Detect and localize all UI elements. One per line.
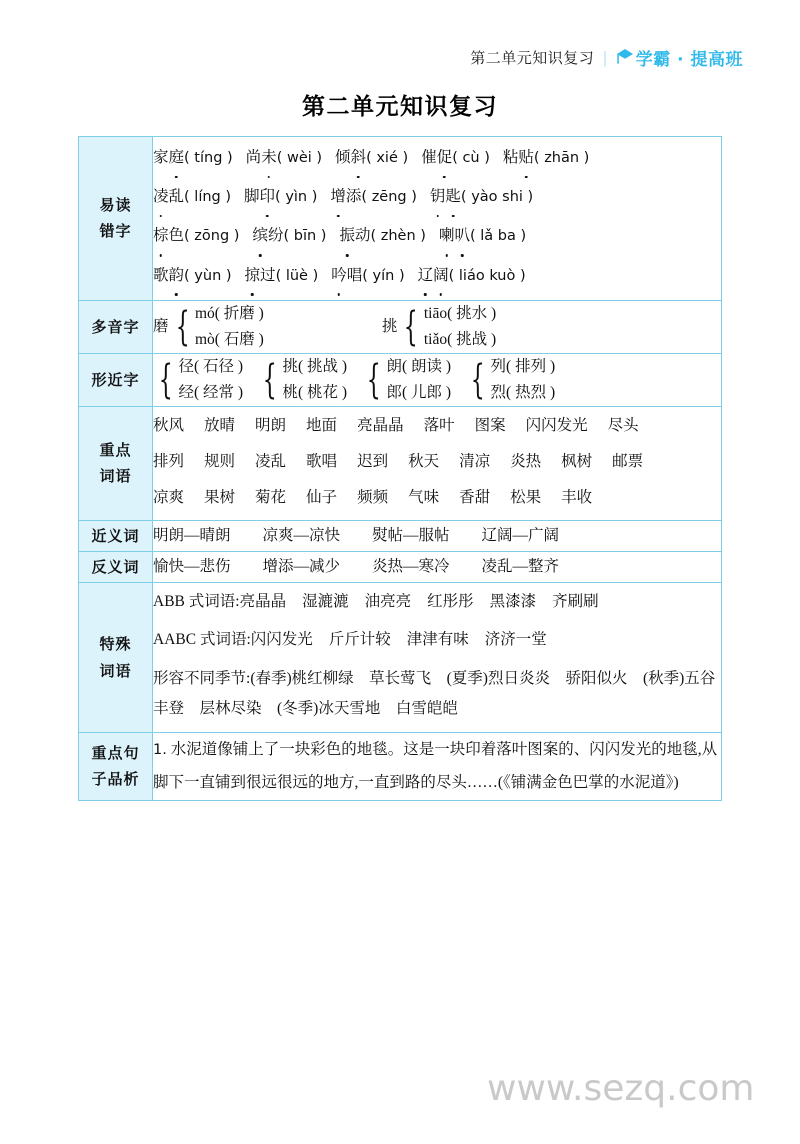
aabc-item: 闪闪发光 bbox=[250, 631, 313, 649]
keyword-item: 香甜 bbox=[459, 489, 491, 507]
aabc-item: 津津有味 bbox=[406, 631, 469, 649]
curly-brace-icon: { bbox=[262, 356, 277, 403]
aabc-label: AABC 式词语: bbox=[153, 631, 251, 649]
pinyin-annotation: ( bīn ) bbox=[283, 228, 327, 245]
row-label-line1: 易读 bbox=[99, 196, 132, 215]
pinyin-word: 增添( zēng ) bbox=[330, 182, 417, 212]
row-label-line1: 多音字 bbox=[91, 317, 140, 336]
brace-entry-pair bbox=[282, 354, 347, 406]
keyword-item: 秋风 bbox=[153, 417, 185, 434]
brace-entry: 郎( 儿郎 ) bbox=[386, 383, 452, 401]
pinyin-annotation: ( zhèn ) bbox=[370, 228, 426, 245]
antonym-pair-list bbox=[153, 552, 721, 582]
keyword-item: 枫树 bbox=[561, 453, 593, 471]
dotted-character: 阔 bbox=[433, 261, 449, 291]
pinyin-annotation: ( liáo kuò ) bbox=[448, 267, 526, 284]
brace-group-list bbox=[153, 301, 721, 353]
keyword-item: 邮票 bbox=[612, 453, 644, 471]
dotted-character: 钥 bbox=[430, 182, 446, 212]
pinyin-word: 棕色( zōng ) bbox=[153, 221, 239, 251]
pinyin-annotation: ( zhān ) bbox=[533, 150, 590, 166]
review-table bbox=[78, 136, 722, 801]
row-label-line1: 近义词 bbox=[91, 526, 140, 545]
row-label-line2: 词语 bbox=[99, 661, 132, 680]
review-table-body bbox=[79, 137, 722, 801]
sentence-text: 水泥道像铺上了一块彩色的地毯。这是一块印着落叶图案的、闪闪发光的地毯,从脚下一直铺到很远很远的地方,一直到路的尽头……(《铺满金色巴掌的水泥道》) bbox=[153, 740, 718, 792]
brace-entry: 挑( 挑战 ) bbox=[282, 357, 348, 375]
curly-brace-icon: { bbox=[404, 303, 419, 350]
keyword-item: 气味 bbox=[408, 489, 440, 507]
curly-brace-icon: { bbox=[158, 356, 173, 403]
pinyin-annotation: ( yào shi ) bbox=[460, 189, 534, 206]
pinyin-word: 掠过( lüè ) bbox=[245, 261, 319, 291]
pinyin-word bbox=[439, 221, 526, 251]
row-label-zhongdian-juzi bbox=[79, 732, 153, 800]
keyword-item: 凉爽 bbox=[153, 489, 185, 507]
season-label: 形容不同季节: bbox=[153, 669, 251, 687]
word-pair: 凉爽—凉快 bbox=[262, 526, 341, 544]
row-label-line1: 重点句 bbox=[91, 744, 140, 763]
dotted-character: 贴 bbox=[518, 143, 534, 173]
pinyin-word: 吟唱( yín ) bbox=[331, 261, 404, 291]
dotted-character: 辽 bbox=[418, 261, 434, 291]
curly-brace-icon: { bbox=[366, 356, 381, 403]
dotted-character: 掠 bbox=[245, 261, 261, 291]
sentence-item bbox=[153, 733, 721, 800]
pinyin-annotation: ( tíng ) bbox=[184, 150, 233, 166]
row-label-jinyici bbox=[79, 520, 153, 551]
aabc-item: 斤斤计较 bbox=[328, 631, 391, 649]
row-label-line1: 形近字 bbox=[91, 370, 140, 389]
row-label-zhongdian-ciyu bbox=[79, 407, 153, 521]
pinyin-annotation: ( yìn ) bbox=[275, 189, 318, 206]
keyword-item: 频频 bbox=[357, 489, 389, 507]
curly-brace-icon: { bbox=[175, 303, 190, 350]
pinyin-line bbox=[153, 182, 721, 212]
keyword-item: 秋天 bbox=[408, 453, 440, 471]
dotted-character: 匙 bbox=[445, 182, 461, 212]
curly-brace-icon: { bbox=[470, 356, 485, 403]
season-line bbox=[153, 664, 721, 724]
brace-group bbox=[257, 354, 347, 406]
word-pair: 炎热—寒冷 bbox=[372, 557, 450, 575]
pinyin-annotation: ( xié ) bbox=[366, 150, 409, 166]
brace-group bbox=[382, 301, 496, 353]
brace-entry: 朗( 朗读 ) bbox=[386, 357, 452, 375]
row-content-duoyinzi bbox=[153, 300, 722, 353]
keyword-item: 尽头 bbox=[607, 417, 639, 434]
keyword-item: 放晴 bbox=[204, 417, 236, 434]
keyword-item: 明朗 bbox=[255, 417, 287, 434]
keyword-item: 果树 bbox=[204, 489, 236, 507]
pinyin-word: 粘贴( zhān ) bbox=[503, 143, 589, 173]
pinyin-word: 振动( zhèn ) bbox=[339, 221, 425, 251]
word-pair: 愉快—悲伤 bbox=[153, 557, 231, 575]
brace-entry: 径( 石径 ) bbox=[178, 357, 244, 375]
pinyin-word bbox=[418, 261, 526, 291]
pinyin-annotation: ( yùn ) bbox=[184, 267, 232, 284]
pinyin-line bbox=[153, 261, 721, 291]
keyword-item: 排列 bbox=[153, 453, 185, 471]
synonym-pair-list bbox=[153, 521, 721, 551]
pinyin-annotation: ( líng ) bbox=[184, 189, 232, 206]
row-label-line2: 词语 bbox=[99, 467, 132, 486]
brace-entry: tiāo( 挑水 ) bbox=[423, 304, 497, 322]
keyword-item: 亮晶晶 bbox=[357, 417, 404, 434]
pinyin-annotation: ( wèi ) bbox=[276, 150, 323, 166]
row-content-xingjinzi bbox=[153, 353, 722, 406]
dotted-character: 促 bbox=[437, 143, 453, 173]
keyword-item: 规则 bbox=[204, 453, 236, 471]
keyword-item: 丰收 bbox=[561, 489, 593, 507]
keyword-item: 歌唱 bbox=[306, 453, 338, 471]
dotted-character: 缤 bbox=[252, 221, 268, 251]
header-title: 第二单元知识复习 bbox=[470, 48, 595, 67]
brace-entry: mó( 折磨 ) bbox=[194, 304, 264, 322]
brace-entry: 桃( 桃花 ) bbox=[282, 383, 348, 401]
row-label-xingjinzi bbox=[79, 353, 153, 406]
pinyin-word bbox=[430, 182, 533, 212]
pinyin-annotation: ( lüè ) bbox=[275, 267, 319, 284]
dotted-character: 喇 bbox=[439, 221, 455, 251]
dotted-character: 斜 bbox=[351, 143, 367, 173]
word-pair: 辽阔—广阔 bbox=[481, 526, 560, 544]
brace-group-list bbox=[153, 354, 721, 406]
brace-entry-pair bbox=[424, 301, 496, 353]
brand-logo bbox=[615, 44, 743, 71]
pinyin-word: 倾斜( xié ) bbox=[335, 143, 408, 173]
pinyin-word: 歌韵( yùn ) bbox=[153, 261, 232, 291]
abb-line bbox=[153, 587, 721, 617]
keyword-item: 菊花 bbox=[255, 489, 287, 507]
pinyin-line bbox=[153, 143, 721, 173]
table-row-yidu-cuozi bbox=[79, 137, 722, 301]
word-pair: 熨帖—服帖 bbox=[372, 526, 450, 544]
brace-entry-pair bbox=[195, 301, 264, 353]
keyword-item: 仙子 bbox=[306, 489, 338, 507]
table-row-fanyici bbox=[79, 551, 722, 582]
keyword-item: 凌乱 bbox=[255, 453, 287, 471]
aabc-line bbox=[153, 625, 721, 655]
table-row-duoyinzi bbox=[79, 300, 722, 353]
abb-item: 油亮亮 bbox=[364, 593, 412, 611]
keyword-item: 清凉 bbox=[459, 453, 491, 471]
brace-entry: tiǎo( 挑战 ) bbox=[423, 330, 497, 348]
abb-item-list bbox=[240, 593, 615, 610]
brace-entry: 经( 经常 ) bbox=[178, 383, 244, 401]
keyword-item: 落叶 bbox=[423, 417, 455, 434]
brand-name: 学霸 · 提高班 bbox=[635, 49, 743, 70]
table-row-jinyici bbox=[79, 520, 722, 551]
table-row-zhongdian-ciyu bbox=[79, 407, 722, 521]
row-label-line2: 子品析 bbox=[91, 770, 140, 789]
word-pair: 明朗—晴朗 bbox=[153, 526, 231, 544]
dotted-character: 印 bbox=[260, 182, 276, 212]
dotted-character: 振 bbox=[339, 221, 355, 251]
brace-entry-pair bbox=[178, 354, 243, 406]
keyword-line bbox=[153, 447, 721, 477]
pinyin-annotation: ( zēng ) bbox=[361, 189, 417, 206]
keyword-line bbox=[153, 411, 721, 441]
brace-entry-pair bbox=[387, 354, 452, 406]
table-row-teshu-ciyu bbox=[79, 583, 722, 733]
brace-head-character: 挑 bbox=[381, 317, 398, 335]
row-label-yidu-cuozi bbox=[79, 137, 153, 301]
row-content-jinyici bbox=[153, 520, 722, 551]
row-label-line1: 重点 bbox=[99, 441, 132, 460]
keyword-item: 炎热 bbox=[510, 453, 542, 471]
season-text: (春季)桃红柳绿 草长莺飞 (夏季)烈日炎炎 骄阳似火 (秋季)五谷丰登 层林尽染 (冬季)冰天雪地 白雪皑皑 bbox=[153, 669, 716, 717]
row-content-yidu-cuozi bbox=[153, 137, 722, 301]
brace-group bbox=[153, 354, 243, 406]
pinyin-word: 催促( cù ) bbox=[421, 143, 490, 173]
pinyin-annotation: ( lǎ ba ) bbox=[469, 228, 527, 245]
brace-group bbox=[465, 354, 555, 406]
pinyin-annotation: ( yín ) bbox=[362, 267, 405, 284]
abb-item: 红彤彤 bbox=[427, 593, 474, 611]
dotted-character: 庭 bbox=[169, 143, 185, 173]
pinyin-word: 家庭( tíng ) bbox=[153, 143, 233, 173]
keyword-item: 闪闪发光 bbox=[525, 417, 588, 434]
table-row-xingjinzi bbox=[79, 353, 722, 406]
brace-head-character: 磨 bbox=[153, 317, 169, 335]
row-content-zhongdian-juzi bbox=[153, 732, 722, 800]
page-title: 第二单元知识复习 bbox=[302, 94, 498, 120]
aabc-item: 济济一堂 bbox=[484, 631, 547, 649]
aabc-item-list bbox=[251, 631, 563, 648]
abb-item: 湿漉漉 bbox=[302, 593, 349, 611]
row-content-zhongdian-ciyu bbox=[153, 407, 722, 521]
brace-entry: 列( 排列 ) bbox=[490, 357, 556, 375]
pinyin-word: 缤纷( bīn ) bbox=[252, 221, 326, 251]
row-label-duoyinzi bbox=[79, 300, 153, 353]
dotted-character: 凌 bbox=[153, 182, 169, 212]
keyword-line bbox=[153, 483, 721, 513]
brace-entry-pair bbox=[491, 354, 556, 406]
row-label-teshu-ciyu bbox=[79, 583, 153, 733]
abb-item: 齐刷刷 bbox=[552, 593, 599, 611]
pinyin-word: 脚印( yìn ) bbox=[244, 182, 317, 212]
word-pair: 增添—减少 bbox=[262, 557, 341, 575]
pinyin-line bbox=[153, 221, 721, 251]
table-row-zhongdian-juzi bbox=[79, 732, 722, 800]
keyword-item: 地面 bbox=[306, 417, 338, 434]
brace-group bbox=[361, 354, 451, 406]
dotted-character: 韵 bbox=[169, 261, 185, 291]
watermark: www.sezq.com bbox=[487, 1068, 755, 1109]
sentence-number: 1. bbox=[153, 741, 167, 758]
abb-label: ABB 式词语: bbox=[153, 593, 240, 611]
keyword-item: 迟到 bbox=[357, 453, 389, 471]
keyword-line-list bbox=[153, 411, 721, 514]
keyword-item: 松果 bbox=[510, 489, 542, 507]
brace-group bbox=[153, 301, 264, 353]
row-label-line2: 错字 bbox=[99, 222, 132, 241]
dotted-character: 吟 bbox=[331, 261, 347, 291]
dotted-character: 叭 bbox=[454, 221, 470, 251]
dotted-character: 未 bbox=[261, 143, 277, 173]
pinyin-word: 凌乱( líng ) bbox=[153, 182, 231, 212]
row-label-line1: 特殊 bbox=[99, 635, 132, 654]
pinyin-annotation: ( zōng ) bbox=[184, 228, 240, 245]
pinyin-word: 尚未( wèi ) bbox=[246, 143, 322, 173]
dotted-character: 增 bbox=[330, 182, 346, 212]
brace-entry: mò( 石磨 ) bbox=[194, 330, 264, 348]
row-content-fanyici bbox=[153, 551, 722, 582]
page-header bbox=[470, 44, 743, 70]
abb-item: 黑漆漆 bbox=[489, 593, 537, 611]
header-separator: | bbox=[603, 47, 607, 67]
graduation-cap-icon bbox=[615, 44, 634, 71]
keyword-item: 图案 bbox=[474, 417, 506, 434]
pinyin-annotation: ( cù ) bbox=[452, 150, 490, 166]
row-label-fanyici bbox=[79, 551, 153, 582]
dotted-character: 棕 bbox=[153, 221, 169, 251]
brace-entry: 烈( 热烈 ) bbox=[490, 383, 556, 401]
row-label-line1: 反义词 bbox=[91, 557, 140, 576]
abb-item: 亮晶晶 bbox=[239, 593, 287, 611]
row-content-teshu-ciyu bbox=[153, 583, 722, 733]
word-pair: 凌乱—整齐 bbox=[481, 557, 560, 575]
